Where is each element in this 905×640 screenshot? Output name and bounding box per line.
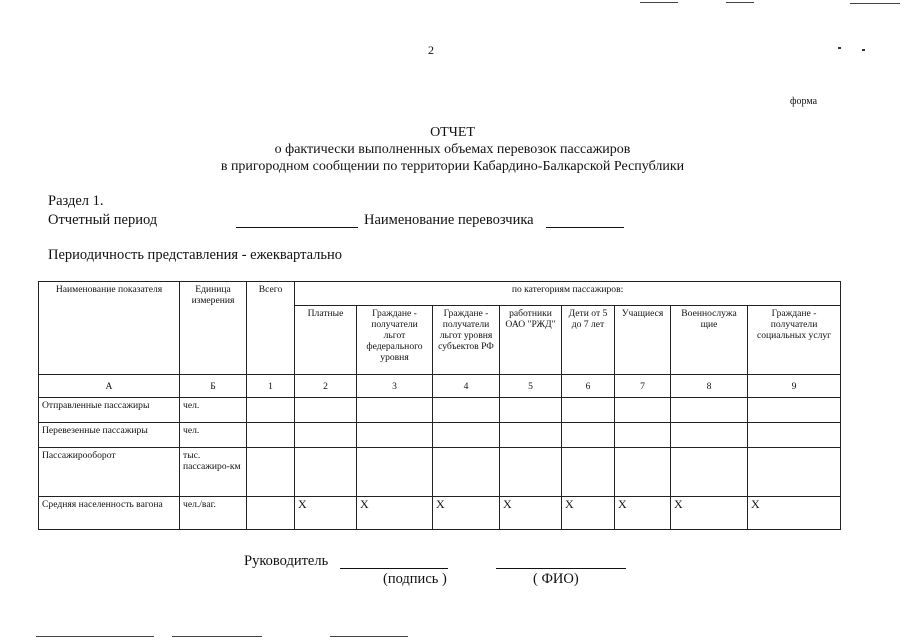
data-cell[interactable] [562, 448, 615, 497]
column-number: А [39, 375, 180, 398]
data-cell[interactable] [748, 423, 841, 448]
signature-blank[interactable] [340, 554, 448, 569]
data-cell[interactable] [433, 398, 500, 423]
row-unit: чел. [180, 398, 247, 423]
data-cell[interactable] [357, 448, 433, 497]
title-line-2: о фактически выполненных объемах перевозок пассажиров [274, 142, 631, 157]
scan-artifact-dot [838, 47, 841, 49]
row-name: Отправленные пассажиры [39, 398, 180, 423]
row-unit: тыс. пассажиро-км [180, 448, 247, 497]
data-cell[interactable] [433, 423, 500, 448]
title-line-1: ОТЧЕТ [430, 125, 475, 140]
crossed-cell: X [295, 497, 357, 530]
column-number: 4 [433, 375, 500, 398]
data-cell[interactable] [500, 448, 562, 497]
crossed-cell: X [433, 497, 500, 530]
header-category: Учащиеся [615, 306, 671, 375]
crossed-cell: X [615, 497, 671, 530]
header-category: Граждане - получатели льгот уровня субъектов РФ [433, 306, 500, 375]
header-indicator: Наименование показателя [39, 282, 180, 375]
crossed-cell: X [562, 497, 615, 530]
column-number: Б [180, 375, 247, 398]
crossed-cell: X [500, 497, 562, 530]
form-label: форма [790, 96, 818, 107]
header-category: Военнослужа щие [671, 306, 748, 375]
total-cell[interactable] [247, 423, 295, 448]
data-cell[interactable] [295, 448, 357, 497]
row-unit: чел. [180, 423, 247, 448]
header-category: Платные [295, 306, 357, 375]
row-name: Средняя населенность вагона [39, 497, 180, 530]
data-cell[interactable] [748, 448, 841, 497]
table-row [39, 398, 841, 423]
row-name: Пассажирооборот [39, 448, 180, 497]
data-cell[interactable] [357, 423, 433, 448]
data-cell[interactable] [562, 398, 615, 423]
period-label: Отчетный период [48, 212, 158, 228]
column-number: 3 [357, 375, 433, 398]
header-category: Граждане - получатели социальных услуг [748, 306, 841, 375]
total-cell[interactable] [247, 448, 295, 497]
column-number: 8 [671, 375, 748, 398]
data-cell[interactable] [295, 398, 357, 423]
scan-artifact-line [330, 636, 408, 637]
scan-artifact-line [850, 3, 900, 4]
data-cell[interactable] [671, 398, 748, 423]
carrier-blank[interactable] [546, 213, 624, 228]
header-category: работники ОАО "РЖД" [500, 306, 562, 375]
data-cell[interactable] [562, 423, 615, 448]
signature-caption: (подпись ) [383, 571, 447, 587]
scan-artifact-line [640, 2, 678, 3]
title-line-3: в пригородном сообщении по территории Кабардино-Балкарской Республики [220, 159, 685, 174]
table-row [39, 423, 841, 448]
total-cell[interactable] [247, 497, 295, 530]
data-cell[interactable] [500, 398, 562, 423]
frequency-text: Периодичность представления - ежеквартально [48, 247, 343, 263]
crossed-cell: X [357, 497, 433, 530]
crossed-cell: X [748, 497, 841, 530]
column-number: 7 [615, 375, 671, 398]
header-category: Дети от 5 до 7 лет [562, 306, 615, 375]
table-row [39, 448, 841, 497]
name-blank[interactable] [496, 554, 626, 569]
column-number: 6 [562, 375, 615, 398]
column-number: 5 [500, 375, 562, 398]
page-number: 2 [428, 43, 434, 57]
period-blank[interactable] [236, 213, 358, 228]
row-name: Перевезенные пассажиры [39, 423, 180, 448]
scan-artifact-dot [862, 49, 865, 51]
row-unit: чел./ваг. [180, 497, 247, 530]
data-cell[interactable] [615, 423, 671, 448]
name-caption: ( ФИО) [533, 571, 579, 587]
data-cell[interactable] [500, 423, 562, 448]
header-category: Граждане - получатели льгот федерального уровня [357, 306, 433, 375]
data-cell[interactable] [295, 423, 357, 448]
data-cell[interactable] [615, 448, 671, 497]
report-title [0, 124, 905, 175]
column-number: 2 [295, 375, 357, 398]
data-cell[interactable] [748, 398, 841, 423]
column-number: 1 [247, 375, 295, 398]
scan-artifact-line [36, 636, 154, 637]
header-category-group: по категориям пассажиров: [295, 282, 841, 306]
data-cell[interactable] [671, 423, 748, 448]
table-row [39, 497, 841, 530]
data-cell[interactable] [615, 398, 671, 423]
report-table [38, 281, 841, 530]
carrier-label: Наименование перевозчика [364, 212, 534, 228]
scan-artifact-line [172, 636, 262, 637]
header-unit: Единица измерения [180, 282, 247, 375]
scan-artifact-line [726, 2, 754, 3]
header-total: Всего [247, 282, 295, 375]
column-number: 9 [748, 375, 841, 398]
crossed-cell: X [671, 497, 748, 530]
section-label: Раздел 1. [48, 193, 104, 209]
data-cell[interactable] [671, 448, 748, 497]
data-cell[interactable] [433, 448, 500, 497]
total-cell[interactable] [247, 398, 295, 423]
data-cell[interactable] [357, 398, 433, 423]
head-label: Руководитель [244, 553, 329, 569]
